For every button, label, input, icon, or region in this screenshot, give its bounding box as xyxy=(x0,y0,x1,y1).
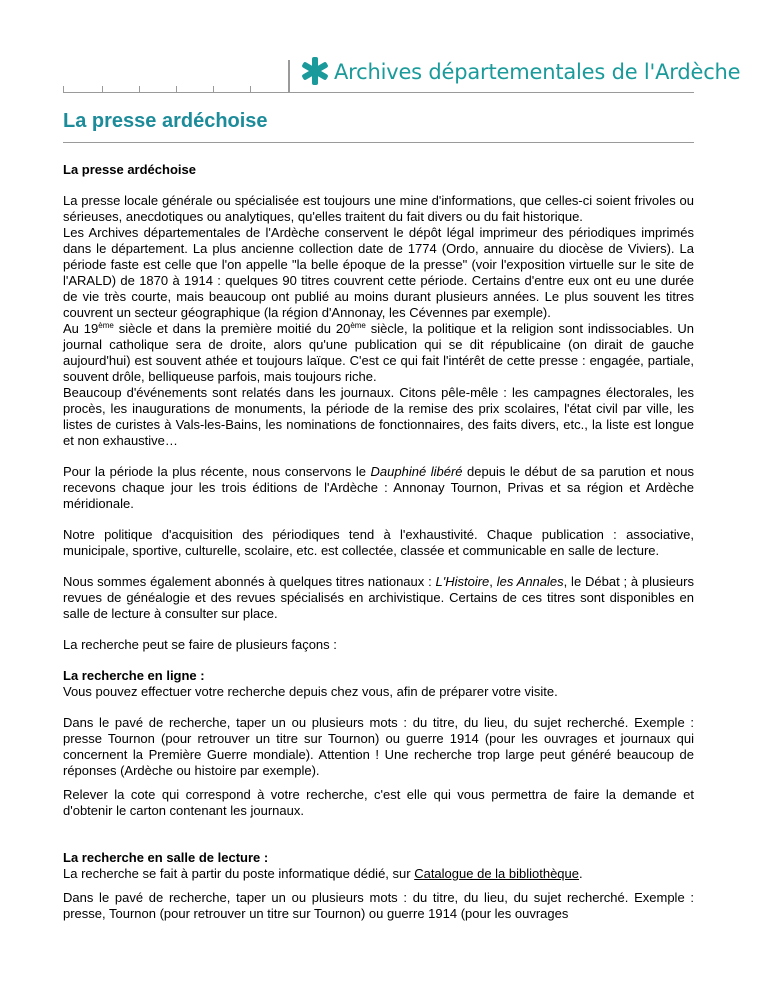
article-body xyxy=(63,162,694,937)
paragraph: Les Archives départementales de l'Ardèche conservent le dépôt légal imprimeur des périodiques imprimés dans le département. La plus ancienne collection date de 1774 (Ordo, annuaire du diocèse de Viviers). La période faste est celle que l'on appelle "la belle époque de la presse" (voir l'exposition virtuelle sur le site de l'ARALD) de 1870 à 1914 : quelques 90 titres couvrent cette période. Certains d'entre eux ont eu une durée de vie très courte, mais beaucoup ont publié au moins durant plusieurs années. Le plus souvent les titres couvrent un secteur géographique (la région d'Annonay, les Cévennes par exemple). xyxy=(63,225,694,320)
asterisk-logo-icon xyxy=(302,56,328,86)
page-header xyxy=(0,0,768,100)
header-divider xyxy=(288,60,290,92)
paragraph: Relever la cote qui correspond à votre recherche, c'est elle qui vous permettra de faire la demande et d'obtenir le carton contenant les journaux. xyxy=(63,787,694,818)
ruler-tick xyxy=(250,86,251,92)
paragraph: Beaucoup d'événements sont relatés dans les journaux. Citons pêle-mêle : les campagnes électorales, les procès, les inaugurations de monuments, la période de la remise des prix scolaires, l'état civil par ville, les listes de curistes à Vals-les-Bains, les nominations de fonctionnaires, des faits divers, etc., la liste est longue et non exhaustive… xyxy=(63,385,694,448)
paragraph: Pour la période la plus récente, nous conservons le Dauphiné libéré depuis le début de sa parution et nous recevons chaque jour les trois éditions de l'Ardèche : Annonay Tournon, Privas et sa région et Ardèche méridionale. xyxy=(63,464,694,511)
paragraph: La recherche se fait à partir du poste informatique dédié, sur Catalogue de la bibliothèque. xyxy=(63,866,583,881)
paragraph: Vous pouvez effectuer votre recherche depuis chez vous, afin de préparer votre visite. xyxy=(63,684,558,699)
header-rule xyxy=(63,92,694,93)
paragraph: Dans le pavé de recherche, taper un ou plusieurs mots : du titre, du lieu, du sujet recherché. Exemple : presse, Tournon (pour retrouver un titre sur Tournon) ou guerre 1914 (pour les ouvrages xyxy=(63,890,694,921)
paragraph: Nous sommes également abonnés à quelques titres nationaux : L'Histoire, les Annales, le Débat ; à plusieurs revues de généalogie et des revues spécialisés en archivistique. Certains de ces titres sont disponibles en salle de lecture à consulter sur place. xyxy=(63,574,694,621)
paragraph: Au 19ème siècle et dans la première moitié du 20ème siècle, la politique et la religion sont indissociables. Un journal catholique sera de droite, alors qu'une publication qui se dit républicaine (on dirait de gauche aujourd'hui) est souvent athée et toujours laïque. C'est ce qui fait l'intérêt de cette presse : engagée, partiale, souvent drôle, belliqueuse parfois, mais toujours riche. xyxy=(63,321,694,384)
title-rule xyxy=(63,142,694,143)
subheading-online: La recherche en ligne : xyxy=(63,668,205,683)
ruler-tick xyxy=(102,86,103,92)
paragraph: La recherche peut se faire de plusieurs façons : xyxy=(63,637,337,652)
ruler-tick xyxy=(63,86,64,92)
ruler-tick xyxy=(213,86,214,92)
ruler-tick xyxy=(176,86,177,92)
ruler-tick xyxy=(139,86,140,92)
paragraph: Dans le pavé de recherche, taper un ou plusieurs mots : du titre, du lieu, du sujet recherché. Exemple : presse Tournon (pour retrouver un titre sur Tournon) ou guerre 1914 (pour les ouvrages et journaux qui concernent la Première Guerre mondiale). Attention ! Une recherche trop large peut généré beaucoup de réponses (Ardèche ou histoire par exemple). xyxy=(63,715,694,778)
subheading-reading-room: La recherche en salle de lecture : xyxy=(63,850,269,865)
paragraph: La presse locale générale ou spécialisée est toujours une mine d'informations, que celles-ci soient frivoles ou sérieuses, anecdotiques ou analytiques, qu'elles traitent du fait divers ou du fait historique. xyxy=(63,193,694,224)
section-heading: La presse ardéchoise xyxy=(63,162,196,177)
catalogue-link[interactable]: Catalogue de la bibliothèque xyxy=(414,866,580,881)
org-name: Archives départementales de l'Ardèche xyxy=(334,60,741,84)
paragraph: Notre politique d'acquisition des périodiques tend à l'exhaustivité. Chaque publication : associative, municipale, sportive, culturelle, scolaire, etc. est collectée, classée et communicable en salle de lecture. xyxy=(63,527,694,558)
page-title: La presse ardéchoise xyxy=(63,110,268,132)
